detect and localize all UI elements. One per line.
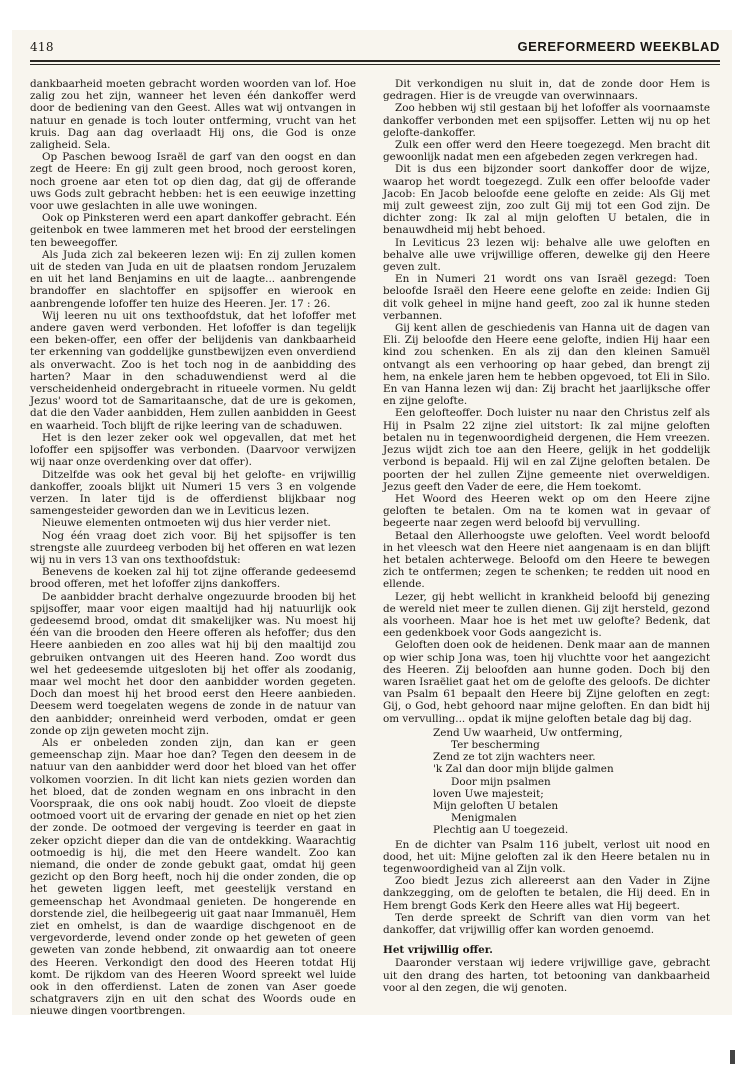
- paragraph: En de dichter van Psalm 116 jubelt, verlost uit nood en dood, het uit: Mijne geloften zal ik den Heere betalen nu in tegenwoordigheid van al Zijn volk.: [383, 838, 710, 875]
- poem-line: Menigmalen: [451, 812, 517, 825]
- paragraph: Nog één vraag doet zich voor. Bij het spijsoffer is ten strengste alle zuurdeeg verboden bij het offeren en wat lezen wij nu in vers 13 van ons texthoofdstuk:: [30, 529, 356, 566]
- paragraph: Benevens de koeken zal hij tot zijne offerande gedeesemd brood offeren, met het lofoffer zijns dankoffers.: [30, 566, 356, 591]
- right-column: [383, 78, 710, 994]
- psalm-verse: [383, 727, 710, 837]
- paragraph: Geloften doen ook de heidenen. Denk maar aan de mannen op wier schip Jona was, toen hij vluchtte voor het aangezicht des Heeren. Zij beloofden aan hunne goden. Doch bij den waren Israëliet gaat het om de gelofte des geloofs. De dichter van Psalm 61 bepaalt den Heere bij Zijne geloften en zegt: Gij, o God, hebt gehoord naar mijne geloften. En dan bidt hij om vervulling... opdat ik mijne geloften betale dag bij dag.: [383, 639, 710, 725]
- paragraph: Zulk een offer werd den Heere toegezegd. Men bracht dit gewoonlijk nadat men een afgebeden zegen verkregen had.: [383, 139, 710, 164]
- paragraph: Ten derde spreekt de Schrift van dien vorm van het dankoffer, dat vrijwillig offer kan worden genoemd.: [383, 911, 710, 937]
- paragraph: Het is den lezer zeker ook wel opgevallen, dat met het lofoffer een spijsoffer was verbonden. (Daarvoor verwijzen wij naar onze overdenking over dat offer).: [30, 431, 356, 469]
- page-edge-mark: [730, 1050, 735, 1064]
- poem-line: Zend ze tot zijn wachters neer.: [433, 751, 596, 764]
- poem-line: Plechtig aan U toegezeid.: [433, 824, 569, 837]
- paragraph: Gij kent allen de geschiedenis van Hanna uit de dagen van Eli. Zij beloofde den Heere eene gelofte, indien Hij haar een kind zou schenken. En als zij dan den kleinen Samuël ontvangt als een verhooring op haar gebed, dan brengt zij hem, na enkele jaren hem te hebben opgevoed, tot Eli in Silo. En van Hanna lezen wij dan: Zij bracht het jaarlijksche offer en zijne gelofte.: [383, 322, 710, 408]
- poem-line: 'k Zal dan door mijn blijde galmen: [433, 763, 614, 776]
- paragraph: De aanbidder bracht derhalve ongezuurde brooden bij het spijsoffer, maar voor eigen maaltijd had hij natuurlijk ook gedeesemd brood, omdat dit smakelijker was. Nu moest hij één van die brooden den Heere offeren als hefoffer; dus den Heere aanbieden en zoo alles wat hij bij den maaltijd zou gebruiken ontvangen uit des Heeren hand. Zoo wordt dus wel het gedeesemde uitgesloten bij het offer als zoodanig, maar wel mocht het door den aanbidder worden gegeten. Doch dan moest hij het brood eerst den Heere aanbieden. Deesem werd toegelaten wegens de zonde in de natuur van den aanbidder; onreinheid werd verboden, omdat er geen zonde op zijn geweten mocht zijn.: [30, 590, 356, 737]
- paragraph: Een gelofteoffer. Doch luister nu naar den Christus zelf als Hij in Psalm 22 zijne ziel uitstort: Ik zal mijne geloften betalen nu in tegenwoordigheid dergenen, die Hem vreezen. Jezus wijdt zich toe aan den Heere, gelijk in het goddelijk verbond is bepaald. Hij wil en zal Zijne geloften betalen. De poorten der hel zullen Zijne gemeente niet overweldigen. Jezus geeft den Vader de eere, die Hem toekomt.: [383, 407, 710, 493]
- paragraph: En in Numeri 21 wordt ons van Israël gezegd: Toen beloofde Israël den Heere eene gelofte en zeide: Indien Gij dit volk geheel in mijne hand geeft, zoo zal ik hunne steden verbannen.: [383, 273, 710, 322]
- paragraph: Nieuwe elementen ontmoeten wij dus hier verder niet.: [42, 517, 331, 530]
- poem-line: Door mijn psalmen: [451, 775, 551, 788]
- left-column: [30, 78, 356, 1018]
- section-heading: Het vrijwillig offer.: [383, 944, 493, 957]
- paragraph: Daaronder verstaan wij iedere vrijwillige gave, gebracht uit den drang des harten, tot betooning van dankbaarheid voor al den zegen, die wij genoten.: [383, 957, 710, 994]
- paragraph: Wij leeren nu uit ons texthoofdstuk, dat het lofoffer met andere gaven werd verbonden. Het lofoffer is dan tegelijk een beken-offer, een offer der belijdenis van dankbaarheid ter erkenning van goddelijke gunstbewijzen even onverdiend als onverwacht. Zoo is het toch nog in de aanbidding des harten? Maar in den schaduwendienst werd al die verscheidenheid ondergebracht in ritueele vormen. Nu geldt Jezus' woord tot de Samaritaansche, dat de ure is gekomen, dat die den Vader aanbidden, Hem zullen aanbidden in Geest en waarheid. Toch blijft de rijke leering van de schaduwen.: [30, 309, 356, 432]
- header-rule-thin: [30, 64, 720, 65]
- paragraph: Zoo hebben wij stil gestaan bij het lofoffer als voornaamste dankoffer verbonden met een spijsoffer. Letten wij nu op het gelofte-dankoffer.: [383, 102, 710, 139]
- paragraph: Dit verkondigen nu sluit in, dat de zonde door Hem is gedragen. Hier is de vreugde van overwinnaars.: [383, 78, 710, 103]
- paragraph: Ditzelfde was ook het geval bij het gelofte- en vrijwillig dankoffer, zooals blijkt uit Numeri 15 vers 3 en volgende verzen. In later tijd is de offerdienst blijkbaar nog samengesteider geworden dan we in Leviticus lezen.: [30, 468, 356, 518]
- paragraph: Als Juda zich zal bekeeren lezen wij: En zij zullen komen uit de steden van Juda en uit de plaatsen rondom Jeruzalem en uit het land Benjamins en uit de laagte... aanbrengende brandoffer en slachtoffer en spijsoffer en wierook en aanbrengende lofoffer ten huize des Heeren. Jer. 17 : 26.: [30, 248, 356, 310]
- paragraph: Dit is dus een bijzonder soort dankoffer door de wijze, waarop het wordt toegezegd. Zulk een offer beloofde vader Jacob: En Jacob beloofde eene gelofte en zeide: Als Gij met mij zult geweest zijn, zoo zult Gij mij tot een God zijn. De dichter zong: Ik zal al mijn geloften U betalen, die in benauwdheid mij hebt behoed.: [383, 163, 710, 237]
- paragraph: Lezer, gij hebt wellicht in krankheid beloofd bij genezing de wereld niet meer te zullen dienen. Gij zijt hersteld, gezond als voorheen. Maar hoe is het met uw gelofte? Bedenk, dat een gedenkboek voor Gods aangezicht is.: [383, 590, 710, 640]
- paragraph: Betaal den Allerhoogste uwe geloften. Veel wordt beloofd in het vleesch wat den Heere niet aangenaam is en dan blijft het betalen achterwege. Beloofd om den Heere te bewegen zich te ontfermen; zegen te schenken; te redden uit nood en ellende.: [383, 529, 710, 591]
- paragraph: dankbaarheid moeten gebracht worden woorden van lof. Hoe zalig zou het zijn, wanneer het leven één dankoffer werd door de bediening van den Geest. Alles wat wij ontvangen in natuur en genade is toch louter ontferming, vrucht van het kruis. Dag aan dag overlaadt Hij ons, die God is onze zaligheid. Sela.: [30, 78, 356, 152]
- poem-line: Ter bescherming: [451, 738, 540, 751]
- poem-line: loven Uwe majesteit;: [433, 787, 544, 800]
- page-number: 418: [30, 40, 54, 54]
- paragraph: Zoo biedt Jezus zich allereerst aan den Vader in Zijne dankzegging, om de geloften te betalen, die Hij deed. En in Hem brengt Gods Kerk den Heere alles wat Hij begeert.: [383, 875, 710, 912]
- paragraph: Als er onbeleden zonden zijn, dan kan er geen gemeenschap zijn. Maar hoe dan? Tegen den deesem in de natuur van den aanbidder werd door het bloed van het offer volkomen voorzien. In dit licht kan niets gezien worden dan het bloed, dat de zonden wegnam en ons inbracht in den Voorspraak, die ons ook nabij houdt. Zoo vloeit de diepste ootmoed voort uit de ervaring der genade en niet op het zien der zonde. De ootmoed der vergeving is teerder en gaat in zeker opzicht dieper dan die van de ontdekking. Waarachtig ootmoedig is hij, die met den Heere wandelt. Zoo kan niemand, die onder de zonde gebukt gaat, omdat hij geen gezicht op den Borg heeft, noch hij die onder zonden, die op het geweten liggen leeft, met geestelijk verstand en gemeenschap het Avondmaal genieten. De hongerende en dorstende ziel, die heilbegeerig uit gaat naar Immanuël, Hem ziet en omhelst, is dan de waardige dischgenoot en de vergevorderde, levend onder zonde op het geweten of geen geweten van zonde hebbend, zit onwaardig aan tot oneere des Heeren. Verkondigt den dood des Heeren totdat Hij komt. De rijkdom van des Heeren Woord spreekt wel luide ook in den offerdienst. Laten de zonen van Aser goede schatgravers zijn en uit den schat des Woords oude en nieuwe dingen voortbrengen.: [30, 736, 357, 1018]
- header-rule-thick: [30, 60, 720, 62]
- page-header: [30, 40, 720, 62]
- paragraph: Op Paschen bewoog Israël de garf van den oogst en dan zegt de Heere: En gij zult geen brood, noch geroost koren, noch groene aar eten tot op dien dag, dat gij de offerande uws Gods zult gebracht hebben: het is een eeuwige inzetting voor uwe geslachten in alle uwe woningen.: [30, 151, 356, 213]
- paragraph: Het Woord des Heeren wekt op om den Heere zijne geloften te betalen. Om na te komen wat in gevaar of begeerte naar zegen werd beloofd bij vervulling.: [383, 492, 710, 530]
- paragraph: Ook op Pinksteren werd een apart dankoffer gebracht. Eén geitenbok en twee lammeren met het brood der eerstelingen ten beweegoffer.: [30, 212, 356, 249]
- poem-line: Mijn geloften U betalen: [433, 799, 559, 812]
- journal-title: GEREFORMEERD WEEKBLAD: [517, 39, 720, 54]
- paragraph: In Leviticus 23 lezen wij: behalve alle uwe geloften en behalve alle uwe vrijwillige offeren, dewelke gij den Heere geven zult.: [383, 236, 710, 274]
- poem-line: Zend Uw waarheid, Uw ontferming,: [433, 726, 623, 739]
